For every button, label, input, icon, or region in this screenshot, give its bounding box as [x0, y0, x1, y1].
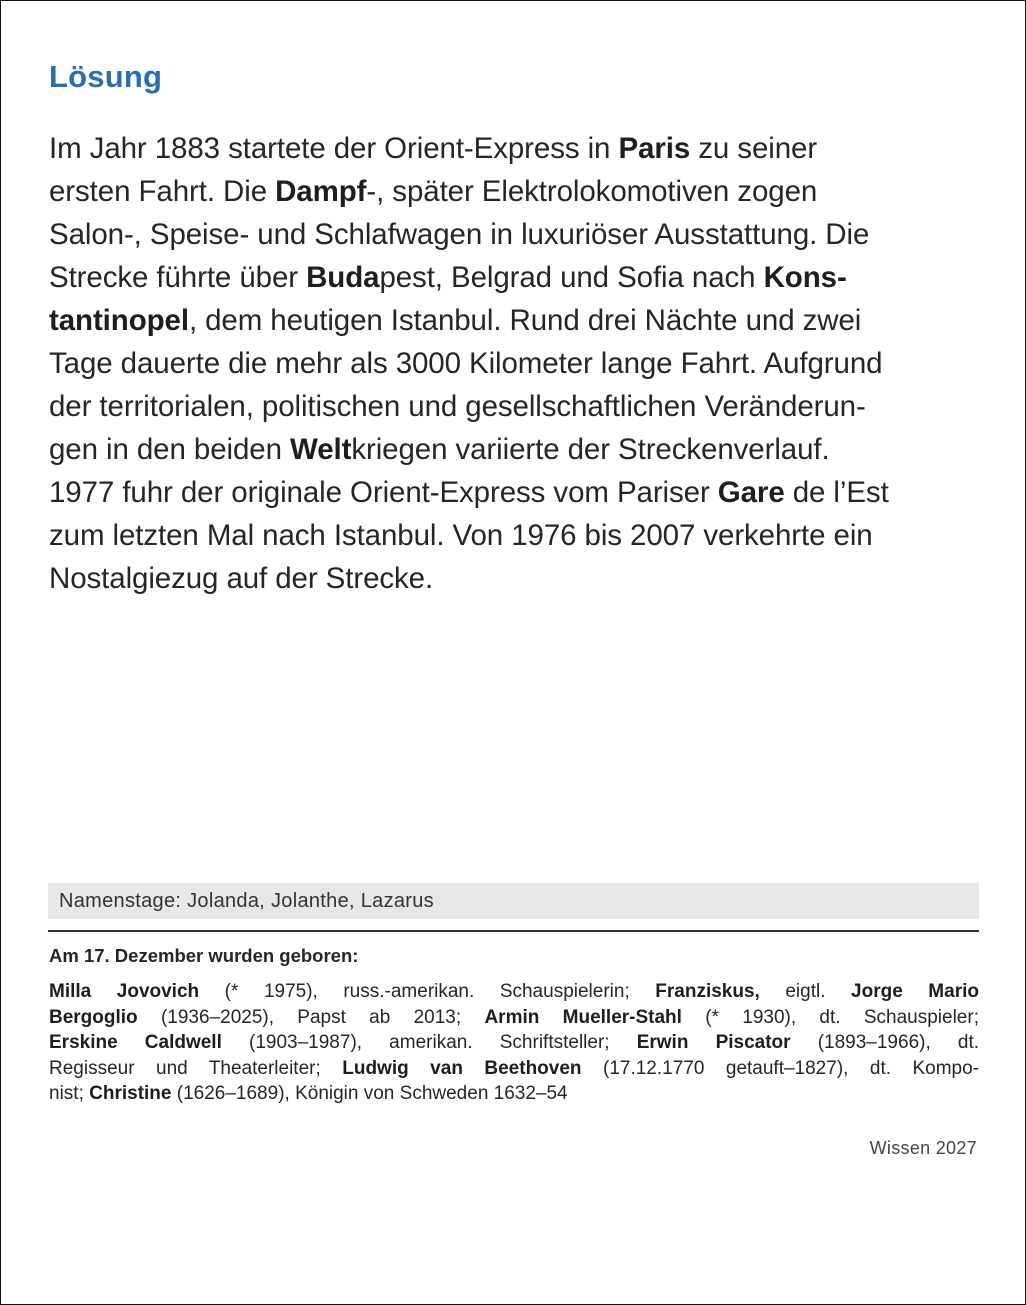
text-run: (1936–2025), Papst ab 2013; — [137, 1006, 485, 1028]
bold-term: Kons- — [763, 261, 847, 294]
namedays-names: Jolanda, Jolanthe, Lazarus — [181, 890, 434, 912]
footer-label: Wissen 2027 — [869, 1138, 977, 1158]
text-run: zu seiner — [690, 132, 818, 165]
text-run: pest, Belgrad und Sofia nach — [379, 261, 764, 294]
bold-term: Franziskus, — [655, 981, 760, 1002]
text-run: kriegen variierte der Streckenverlauf. — [351, 433, 830, 466]
solution-heading: Lösung — [49, 59, 163, 94]
solution-line — [49, 256, 989, 299]
namedays-label: Namenstage: — [59, 890, 182, 912]
solution-line — [49, 557, 989, 600]
bold-term: Paris — [618, 132, 691, 165]
text-run: der territorialen, politischen und gesellschaftlichen Veränderun- — [49, 390, 866, 423]
text-run: , dem heutigen Istanbul. Rund drei Nächte und zwei — [188, 304, 862, 337]
solution-line — [49, 428, 989, 471]
bold-term: Milla Jovovich — [49, 981, 200, 1002]
bold-term: Gare — [717, 476, 785, 509]
birthdays-line — [49, 1056, 979, 1082]
bold-term: Dampf — [275, 175, 367, 208]
bold-term: Jorge Mario — [851, 981, 979, 1002]
text-run: de l’Est — [784, 476, 889, 509]
text-run: (1903–1987), amerikan. Schriftsteller; — [221, 1032, 637, 1053]
text-run: -, später Elektrolokomotiven zogen — [366, 175, 818, 208]
text-run: 1977 fuhr der originale Orient-Express vom Pariser — [49, 476, 718, 509]
bold-term: tantinopel — [49, 304, 189, 337]
solution-line — [49, 213, 989, 256]
birthdays-line — [49, 1081, 979, 1107]
text-run: gen in den beiden — [49, 433, 290, 466]
text-run: Im Jahr 1883 startete der Orient-Express in — [49, 132, 619, 165]
text-run: (* 1975), russ.-amerikan. Schauspielerin; — [199, 981, 656, 1002]
birthdays-heading: Am 17. Dezember wurden geboren: — [49, 945, 359, 966]
text-run: Nostalgiezug auf der Strecke. — [49, 562, 434, 595]
bold-term: Welt — [289, 433, 352, 466]
solution-line — [49, 514, 989, 557]
text-run: (1893–1966), dt. — [790, 1032, 979, 1053]
text-run: Regisseur und Theaterleiter; — [49, 1057, 343, 1079]
birthdays-line — [49, 1005, 979, 1031]
solution-text — [49, 127, 989, 600]
text-run: nist; — [49, 1083, 90, 1104]
bold-term: Erskine Caldwell — [49, 1032, 222, 1053]
text-run: ersten Fahrt. Die — [49, 175, 276, 208]
solution-line — [49, 471, 989, 514]
text-run: (1626–1689), Königin von Schweden 1632–54 — [171, 1083, 568, 1104]
solution-line — [49, 385, 989, 428]
birthdays-line — [49, 979, 979, 1005]
divider — [48, 930, 979, 932]
text-run: Tage dauerte die mehr als 3000 Kilometer lange Fahrt. Aufgrund — [49, 347, 883, 380]
bold-term: Ludwig van Beethoven — [342, 1057, 582, 1079]
text-run: (17.12.1770 getauft–1827), dt. Kompo- — [581, 1057, 980, 1079]
solution-line — [49, 342, 989, 385]
bold-term: Erwin Piscator — [636, 1032, 791, 1053]
text-run: (* 1930), dt. Schauspieler; — [681, 1006, 979, 1028]
bold-term: Buda — [306, 261, 380, 294]
solution-line — [49, 170, 989, 213]
bold-term: Armin Mueller-Stahl — [484, 1006, 682, 1028]
bold-term: Christine — [89, 1083, 172, 1104]
namedays-bar — [48, 883, 979, 919]
birthdays-line — [49, 1030, 979, 1056]
text-run: zum letzten Mal nach Istanbul. Von 1976 bis 2007 verkehrte ein — [49, 519, 873, 552]
solution-line — [49, 127, 989, 170]
text-run: Salon-, Speise- und Schlafwagen in luxuriöser Ausstattung. Die — [49, 218, 870, 251]
birthdays-text — [49, 979, 979, 1107]
solution-line — [49, 299, 989, 342]
bold-term: Bergoglio — [49, 1006, 138, 1028]
text-run: Strecke führte über — [49, 261, 307, 294]
text-run: eigtl. — [759, 981, 852, 1002]
